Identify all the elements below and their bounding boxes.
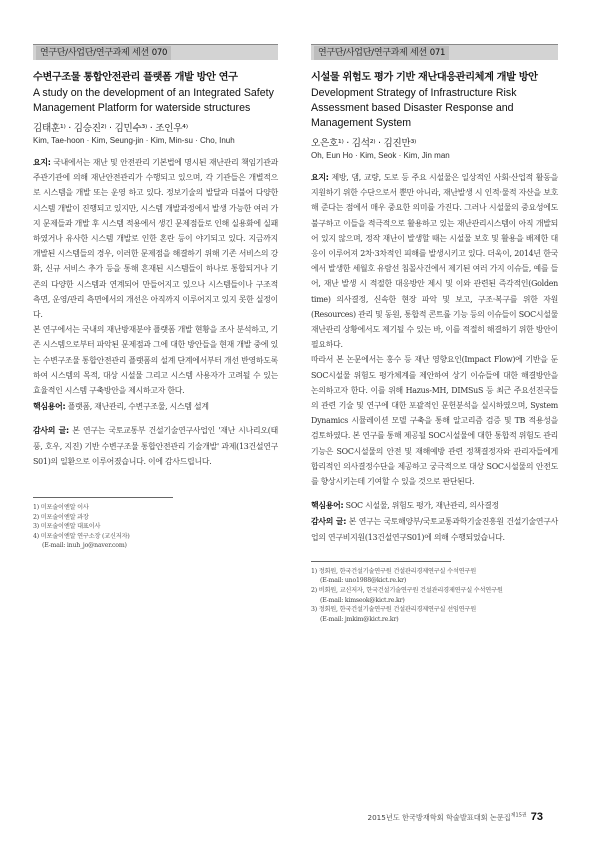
- acknowledgement-text: 본 연구는 국토교통부 건설기술연구사업인 '재난 시나리오(태풍, 호우, 지진) 기반 수변구조물 통합안전관리 기술개발' 과제(13건설연구S01)의 일환으로 이루어졌습니다. 이에 감사드립니다.: [33, 426, 278, 466]
- left-article: [33, 44, 278, 551]
- footnote-divider: [311, 561, 451, 562]
- session-tag: [314, 46, 449, 60]
- authors-korean: 오은호¹⁾ · 김석²⁾ · 김진만³⁾: [311, 138, 417, 149]
- authors-korean: 김태훈¹⁾ · 김승진²⁾ · 김민수³⁾ · 조인우⁴⁾: [33, 123, 188, 134]
- abstract-paragraph: 따라서 본 논문에서는 홍수 등 재난 영향요인(Impact Flow)에 기반을 둔 SOC시설물 위험도 평가체계를 제안하여 상기 이슈들에 대한 해결방안을 논의하고자 한다. 이를 위해 Hazus-MH, DIMSuS 등 최근 주요선진국들의 관련 기술 및 연구에 대한 포괄적인 문헌분석을 실시하였으며, System Dynamics 시뮬레이션 모델 구축을 통해 알고리즘 검증 및 TB 적용성을 검토하였다. 본 연구를 통해 제공될 SOC시설물에 대한 통합적 위험도 관리 기능은 SOC시설물의 안전 및 재해예방 관련 정책결정자와 관리자들에게 합리적인 의사결정수단을 제공하고 궁극적으로 대상 SOC시설물의 안전도를 향상시키는데 기여할 수 있을 것으로 판단된다.: [311, 355, 558, 487]
- footnote: 2) 미포술이엔알 과장: [33, 513, 89, 521]
- keywords-text: SOC 시설물, 위험도 평가, 재난관리, 의사결정: [343, 501, 499, 511]
- keywords: [311, 498, 558, 513]
- journal-name: 2015년도 한국방재학회 학술발표대회 논문집: [367, 813, 511, 822]
- session-label: 연구단/사업단/연구과제 세션: [318, 48, 427, 58]
- abstract-paragraph: 본 연구에서는 국내의 재난방재분야 플랫폼 개발 현황을 조사 분석하고, 기존 시스템으로부터 파악된 문제점과 그에 대한 방안들을 현재 개발 중에 있는 수변구조물 통합안전관리 플랫폼의 설계 단계에서부터 개선 반영하도록 하여 시스템의 목적, 대상 시설물 그리고 시스템 사용자가 고려될 수 있는 효율적인 시스템 구축방안을 제시하고자 한다.: [33, 325, 278, 396]
- footnote: 2) 비회원, 교신저자, 한국건설기술연구원 건설관리경제연구실 수석연구원: [311, 587, 503, 595]
- keywords-label: 핵심용어:: [311, 501, 344, 511]
- right-article: [311, 44, 558, 624]
- authors-english: Kim, Tae-hoon · Kim, Seung-jin · Kim, Min-su · Cho, Inuh: [33, 136, 235, 145]
- page-footer: [368, 811, 543, 823]
- abstract-paragraph: 요지: 제방, 댐, 교량, 도로 등 주요 시설물은 일상적인 사회·산업적 활동을 지원하기 위한 수단으로서 뿐만 아니라, 재난발생 시 인적·물적 자산을 보호해 준다는 점에서 매우 중요한 의미를 가진다. 그러나 시설물의 중요성에도 불구하고 이들을 적극적으로 활용하고 있는 재난관리시스템이 아직 개발되어 있지 않으며, 정작 재난이 발생할 때는 시설물 보호 및 활용을 배제한 대응이 이루어져 2차·3차적인 피해를 발생시키고 있다. 더욱이, 2014년 한국에서 발생한 세월호 유람선 침몰사건에서 제기된 여러 가지 이슈들, 예를 들어, 재난 발생 시 적절한 대응방안 제시 및 이와 관련된 즉각적인(Golden time) 의사결정, 신속한 현장 파악 및 보고, 구조·복구를 위한 자원(Resources) 관리 및 동원, 통합적 콘트롤 기능 등의 이슈들이 SOC시설물 재난관리 상황에서도 제기될 수 있는 바, 이를 적절히 해결하기 위한 방안이 필요하다.: [311, 173, 558, 350]
- page-number: 73: [530, 811, 543, 823]
- article-title-english: A study on the development of an Integrated Safety Management Platform for waterside structures: [33, 87, 274, 114]
- acknowledgement-label: 감사의 글:: [311, 517, 347, 527]
- acknowledgement-label: 감사의 글:: [33, 426, 69, 436]
- abstract-paragraph: 요지: 국내에서는 재난 및 안전관리 기본법에 명시된 재난관리 책임기관과 주관기관에 의해 재난안전관리가 수행되고 있으며, 각 기관들은 개별적으로 시스템을 개발 또는 운영 하고 있다. 정보기술의 발달과 더불어 다양한 시스템 개발이 진행되고 있지만, 시스템 개발과정에서 발생 가능한 여러 가지 문제들과 개발 후 시스템 적용에서 생긴 문제점들로 인해 실용화에 실패하였거나 유사한 시스템 개발로 인한 혼란 등이 야기되고 있다. 지금까지 개발된 시스템들의 경우, 이러한 문제점을 해결하기 위해 기존 서비스의 강화, 신규 서비스 추가 등을 통해 혼재된 시스템들이 하나로 통합되거나 기존의 다양한 시스템과 연계되어 만들어지고 있으나 시스템들이나 구조적 측면, 운영/관리 측면에서의 개선은 아직까지 이루어지고 있지 못한 실정이다.: [33, 158, 278, 320]
- footnotes: [33, 503, 278, 551]
- footnotes: [311, 567, 558, 625]
- acknowledgement: [33, 423, 278, 469]
- footnote-email: (E-mail: inuh_jo@naver.com): [42, 542, 127, 550]
- footnote-email: (E-mail: kimseok@kict.re.kr): [320, 596, 405, 604]
- session-number: 071: [429, 48, 446, 58]
- journal-volume: 제15권: [510, 812, 527, 819]
- article-title-english: Development Strategy of Infrastructure Risk Assessment based Disaster Response and Management System: [311, 87, 517, 129]
- footnote: 4) 미포술이엔알 연구소장 (교신저자): [33, 532, 130, 540]
- footnote: 3) 정회원, 한국건설기술연구원 건설관리경제연구실 선임연구원: [311, 606, 476, 614]
- footnote: 1) 미포술이엔알 이사: [33, 504, 89, 512]
- keywords-text: 플랫폼, 재난관리, 수변구조물, 시스템 설계: [65, 402, 209, 412]
- session-number: 070: [151, 48, 168, 58]
- session-tag: [36, 46, 171, 60]
- keywords: [33, 399, 278, 414]
- session-header-bar: [311, 44, 558, 60]
- footnote-email: (E-mail: jmkim@kict.re.kr): [320, 615, 399, 623]
- authors-english: Oh, Eun Ho · Kim, Seok · Kim, Jin man: [311, 151, 450, 160]
- acknowledgement: [311, 514, 558, 544]
- session-header-bar: [33, 44, 278, 60]
- article-title-korean: 수변구조물 통합안전관리 플랫폼 개발 방안 연구: [33, 72, 238, 83]
- abstract: [33, 155, 278, 398]
- article-title-korean: 시설물 위험도 평가 기반 재난대응관리체계 개발 방안: [311, 72, 538, 83]
- abstract-label: 요지:: [311, 173, 329, 182]
- session-label: 연구단/사업단/연구과제 세션: [40, 48, 149, 58]
- abstract-label: 요지:: [33, 158, 51, 167]
- footnote: 1) 정회원, 한국건설기술연구원 건설관리경제연구실 수석연구원: [311, 567, 476, 575]
- acknowledgement-text: 본 연구는 국토해양부/국토교통과학기술진흥원 건설기술연구사업의 연구비지원(13건설연구S01)에 의해 수행되었습니다.: [311, 517, 558, 542]
- abstract: [311, 170, 558, 489]
- footnote-email: (E-mail: uno1988@kict.re.kr): [320, 577, 407, 585]
- keywords-label: 핵심용어:: [33, 402, 66, 412]
- footnote: 3) 미포술이엔알 대표이사: [33, 523, 101, 531]
- footnote-divider: [33, 497, 173, 498]
